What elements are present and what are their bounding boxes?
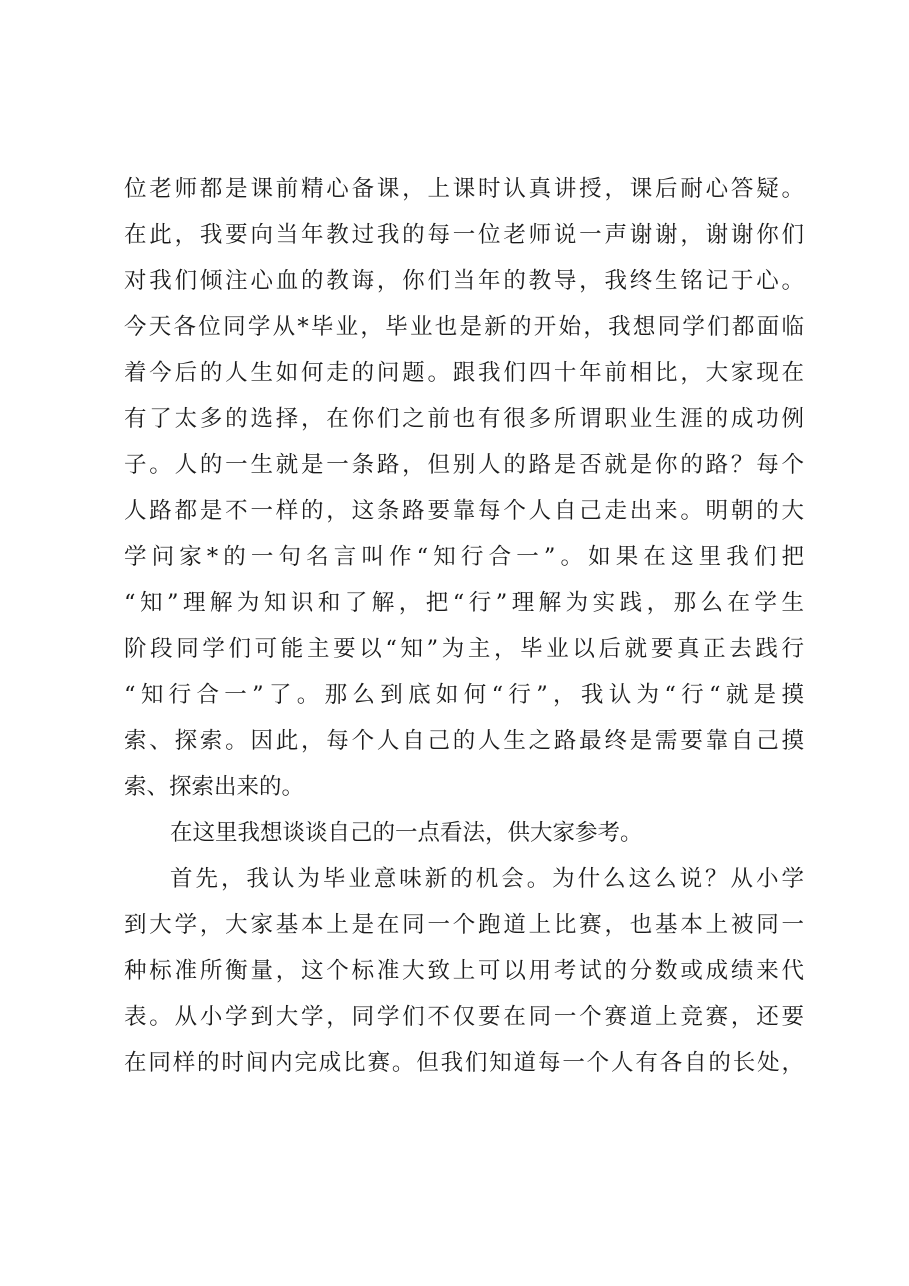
text-line: 索、探索。因此，每个人自己的人生之路最终是需要靠自己摸 [124, 728, 804, 754]
text-line: 学问家*的一句名言叫作“知行合一”。如果在这里我们把 [124, 544, 804, 570]
text-line: 人路都是不一样的，这条路要靠每个人自己走出来。明朝的大 [124, 498, 804, 524]
text-line: 位老师都是课前精心备课，上课时认真讲授，课后耐心答疑。 [124, 176, 804, 202]
text-line: 到大学，大家基本上是在同一个跑道上比赛，也基本上被同一 [124, 912, 804, 938]
paragraph-line: 首先，我认为毕业意味新的机会。为什么这么说？从小学 [170, 866, 804, 892]
text-line: 索、探索出来的。 [124, 774, 305, 800]
text-line: “知”理解为知识和了解，把“行”理解为实践，那么在学生 [124, 590, 804, 616]
text-line: 有了太多的选择，在你们之前也有很多所谓职业生涯的成功例 [124, 406, 804, 432]
text-line: 表。从小学到大学，同学们不仅要在同一个赛道上竞赛，还要 [124, 1004, 804, 1030]
text-line: 阶段同学们可能主要以“知”为主，毕业以后就要真正去践行 [124, 636, 804, 662]
text-line: 子。人的一生就是一条路，但别人的路是否就是你的路？每个 [124, 452, 804, 478]
text-line: 对我们倾注心血的教诲，你们当年的教导，我终生铭记于心。 [124, 268, 804, 294]
text-line: 着今后的人生如何走的问题。跟我们四十年前相比，大家现在 [124, 360, 804, 386]
text-line: 在此，我要向当年教过我的每一位老师说一声谢谢，谢谢你们 [124, 222, 804, 248]
text-line: 种标准所衡量，这个标准大致上可以用考试的分数或成绩来代 [124, 958, 804, 984]
text-line: 今天各位同学从*毕业，毕业也是新的开始，我想同学们都面临 [124, 314, 804, 340]
text-line: “知行合一”了。那么到底如何“行”，我认为“行“就是摸 [124, 682, 804, 708]
paragraph-line: 在这里我想谈谈自己的一点看法，供大家参考。 [170, 820, 643, 846]
document-body [124, 166, 804, 1086]
text-line: 在同样的时间内完成比赛。但我们知道每一个人有各自的长处， [124, 1050, 804, 1076]
